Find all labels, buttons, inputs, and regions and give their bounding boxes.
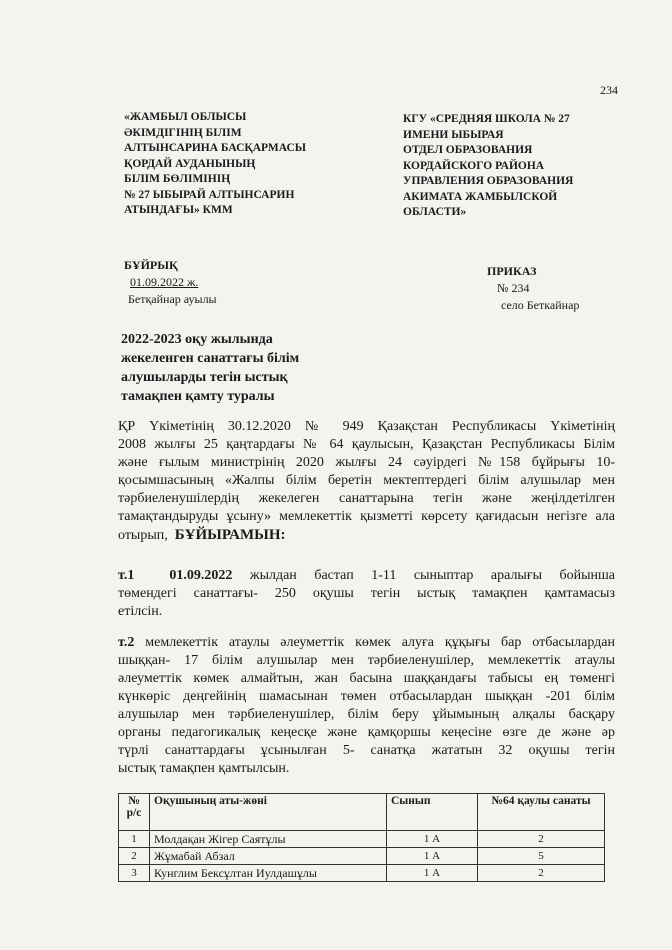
students-table-grid — [118, 793, 605, 882]
cell-number: 1 — [119, 831, 150, 848]
clause-line: ыстық тамақпен қамтылсын. — [118, 761, 290, 776]
preamble-line: ҚР Үкіметінің 30.12.2020 № 949 Қазақстан Республикасы Үкіметінің — [118, 419, 615, 434]
clause-label: т.1 — [118, 568, 135, 583]
table-row — [119, 865, 605, 882]
order-place: Бетқайнар ауылы — [128, 292, 217, 306]
order-number: № 234 — [497, 281, 530, 295]
cell-class: 1 А — [387, 848, 478, 865]
clause-2 — [118, 634, 615, 778]
preamble-last-line — [118, 526, 615, 545]
header-right-line: ОБЛАСТИ» — [403, 206, 467, 218]
order-title: ПРИКАЗ — [487, 264, 537, 278]
clause-line: етілсін. — [118, 604, 163, 619]
header-right-line: ОТДЕЛ ОБРАЗОВАНИЯ — [403, 144, 533, 156]
header-left-line: «ЖАМБЫЛ ОБЛЫСЫ — [124, 111, 247, 123]
header-right-line: УПРАВЛЕНИЯ ОБРАЗОВАНИЯ — [403, 175, 574, 187]
order-block-kazakh — [124, 257, 217, 308]
cell-name: Жұмабай Абзал — [150, 848, 387, 865]
title-line: жекеленген санаттағы білім — [121, 351, 300, 366]
title-line: алушыларды тегін ыстық — [121, 370, 288, 385]
cell-category: 2 — [478, 831, 605, 848]
cell-class: 1 А — [387, 865, 478, 882]
clause-line: әлеуметтік көмек алмайтын, жан басына шаққандағы табысы ең төменгі — [118, 671, 615, 686]
header-right-line: АКИМАТА ЖАМБЫЛСКОЙ — [403, 190, 558, 203]
clause-label: т.2 — [118, 635, 135, 650]
clause-line — [118, 567, 615, 585]
preamble-line: тәрбиеленушілердің жекелеген санаттарына тегін және жеңілдетілген — [118, 491, 615, 506]
clause-text: жылдан бастап 1-11 сыныптар аралығы бойынша — [249, 568, 616, 583]
title-line: тамақпен қамту туралы — [121, 389, 275, 404]
header-right-line: КОРДАЙСКОГО РАЙОНА — [403, 159, 545, 172]
preamble-line: тамақтандыруды ұсыну» мемлекеттік қызметті көрсету қағидасын негізге ала — [118, 509, 615, 524]
clause-line: түрлі санаттардағы ұсынылған 5- санатқа жататын 32 оқушы тегін — [118, 743, 615, 758]
header-class: Сынып — [387, 794, 478, 831]
cell-category: 5 — [478, 848, 605, 865]
header-left-line: ӘКІМДІГІНІҢ БІЛІМ — [124, 126, 242, 139]
order-title: БҰЙРЫҚ — [124, 258, 178, 272]
header-right-line: КГУ «СРЕДНЯЯ ШКОЛА № 27 — [403, 113, 570, 125]
cell-category: 2 — [478, 865, 605, 882]
header-right-line: ИМЕНИ ЫБЫРАЯ — [403, 128, 504, 141]
clause-line: алушылар мен тәрбиеленушілер, білім беру ұйымының алқалы басқару — [118, 707, 615, 722]
clause-line — [118, 634, 615, 652]
students-table — [118, 793, 605, 882]
command-word: БҰЙЫРАМЫН: — [174, 527, 286, 543]
clause-line: төмендегі санаттағы- 250 оқушы тегін ыстық тамақпен қамтамасыз — [118, 586, 615, 601]
clause-line: күнкөріс деңгейінің шамасынан төмен отбасылардан шыққан -201 білім — [118, 689, 615, 704]
header-left-line: АЛТЫНСАРИНА БАСҚАРМАСЫ — [124, 142, 307, 154]
document-title — [121, 330, 299, 406]
preamble-line: 2008 жылғы 25 қаңтардағы № 64 қаулысын, Қазақстан Республикасы Білім — [118, 437, 615, 452]
clause-date: 01.09.2022 — [169, 568, 233, 583]
header-left-kazakh — [124, 110, 306, 219]
cell-class: 1 А — [387, 831, 478, 848]
header-right-russian — [403, 112, 573, 221]
clause-1 — [118, 567, 615, 621]
clause-line: шыққан- 17 білім алушылар мен тәрбиеленушілер, мемлекеттік атаулы — [118, 653, 615, 668]
table-row — [119, 848, 605, 865]
cell-number: 2 — [119, 848, 150, 865]
order-place: село Беткайнар — [501, 298, 580, 312]
cell-number: 3 — [119, 865, 150, 882]
preamble-line: қосымшасының «Жалпы білім беретін мектептердегі білім алушылар мен — [118, 473, 615, 488]
header-number: № р/с — [119, 794, 150, 831]
header-left-line: АТЫНДАҒЫ» КММ — [124, 204, 233, 216]
order-block-russian — [487, 263, 579, 314]
preamble-line: және ғылым министрінің 2020 жылғы 24 сәуірдегі №158 бұйрығы 10- — [118, 455, 615, 470]
title-line: 2022-2023 оқу жылында — [121, 332, 273, 347]
order-date: 01.09.2022 ж. — [130, 275, 199, 289]
clause-line: органы педагогикалық кеңесқе және қамқоршы кеңесіне өзге де және әр — [118, 725, 615, 740]
page-number: 234 — [600, 83, 618, 97]
cell-name: Кунглим Бексұлтан Иулдашұлы — [150, 865, 387, 882]
header-category: №64 қаулы санаты — [478, 794, 605, 831]
header-name: Оқушының аты-жөні — [150, 794, 387, 831]
header-left-line: БІЛІМ БӨЛІМІНІҢ — [124, 173, 231, 185]
clause-text: мемлекеттік атаулы әлеуметтік көмек алуға құқығы бар отбасылардан — [145, 635, 616, 650]
cell-name: Молдақан Жігер Саятұлы — [150, 831, 387, 848]
preamble-paragraph — [118, 418, 615, 545]
table-header-row — [119, 794, 605, 831]
table-row — [119, 831, 605, 848]
preamble-tail: отырып, — [118, 528, 168, 543]
header-left-line: № 27 ЫБЫРАЙ АЛТЫНСАРИН — [124, 188, 295, 201]
header-left-line: ҚОРДАЙ АУДАНЫНЫҢ — [124, 157, 256, 170]
